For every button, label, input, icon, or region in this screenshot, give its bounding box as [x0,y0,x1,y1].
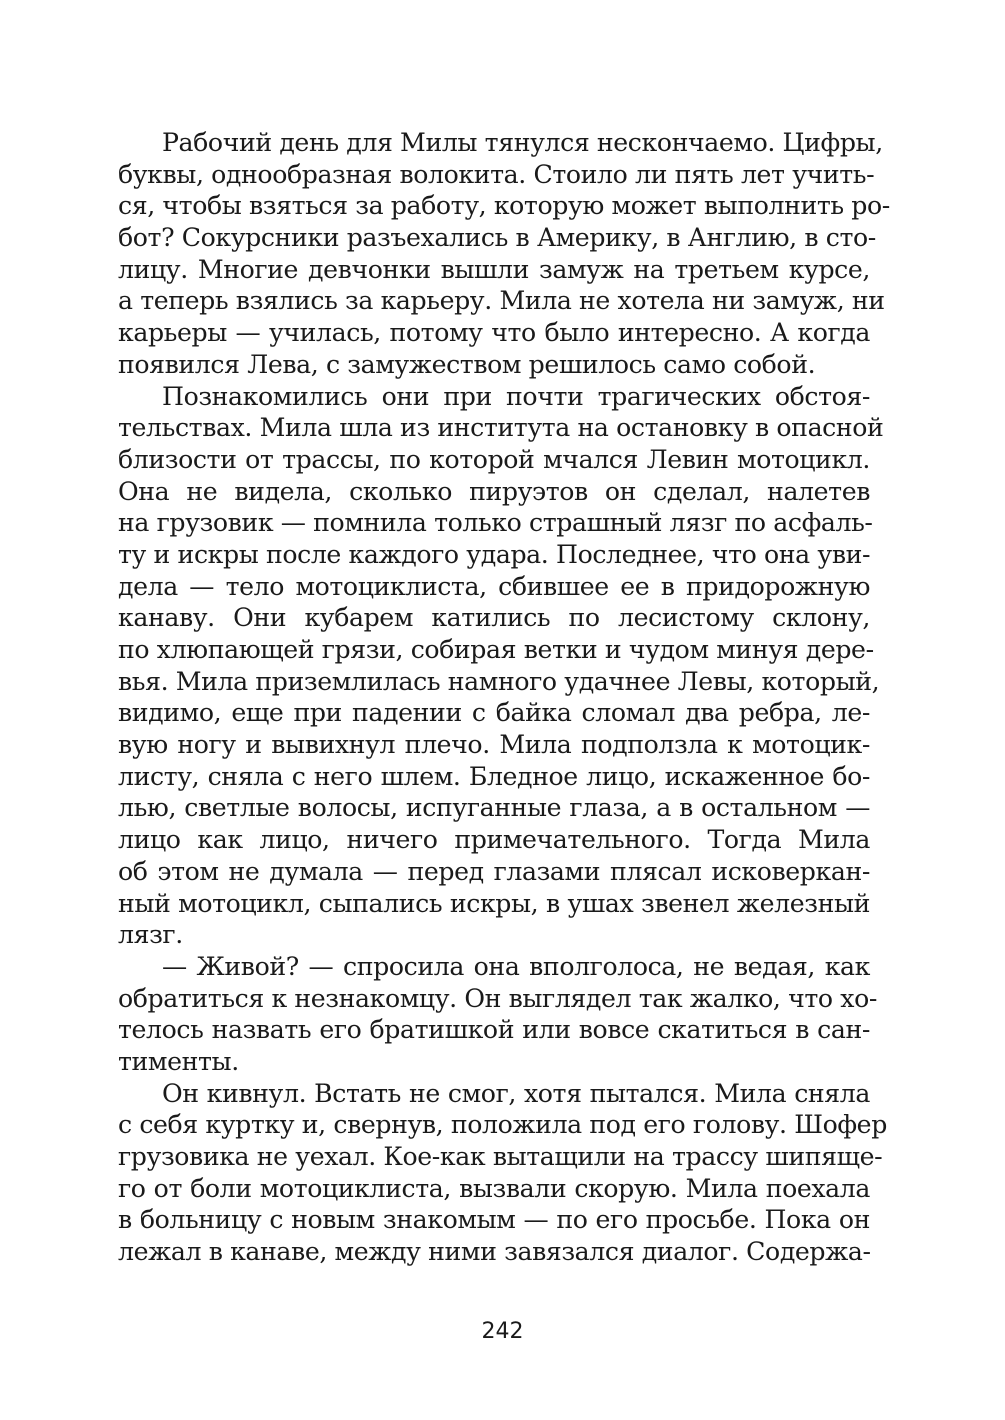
text-line: канаву. Они кубарем катились по лесистому склону, [118,603,870,633]
text-line: лязг. [118,920,183,950]
text-line: ту и искры после каждого удара. Последнее, что она уви- [118,539,871,569]
text-line: тименты. [118,1046,239,1076]
text-line: лицу. Многие девчонки вышли замуж на третьем курсе, [118,254,870,284]
text-line: обратиться к незнакомцу. Он выглядел так жалко, что хо- [118,983,877,1013]
text-line: видимо, еще при падении с байка сломал два ребра, ле- [118,698,870,728]
page-text [118,127,890,1268]
page-number: 242 [481,1319,524,1344]
text-line: появился Лева, с замужеством решилось само собой. [118,349,816,379]
text-line: бот? Сокурсники разъехались в Америку, в Англию, в сто- [118,223,876,253]
text-line: телось назвать его братишкой или вовсе скатиться в сан- [118,1015,870,1045]
text-line: ный мотоцикл, сыпались искры, в ушах звенел железный [118,888,870,918]
text-line: на грузовик — помнила только страшный лязг по асфаль- [118,508,873,538]
text-line: Он кивнул. Встать не смог, хотя пытался. Мила сняла [162,1078,870,1108]
text-line: го от боли мотоциклиста, вызвали скорую. Мила поехала [118,1173,870,1203]
text-line: ся, чтобы взяться за работу, которую может выполнить ро- [118,191,890,221]
text-line: вую ногу и вывихнул плечо. Мила подползла к мотоцик- [118,730,870,760]
text-line: в больницу с новым знакомым — по его просьбе. Пока он [118,1205,870,1235]
text-line: лицо как лицо, ничего примечательного. Тогда Мила [118,825,870,855]
text-line: а теперь взялись за карьеру. Мила не хотела ни замуж, ни [118,286,885,316]
text-line: Познакомились они при почти трагических обстоя- [162,381,870,411]
text-line: Рабочий день для Милы тянулся нескончаемо. Цифры, [162,128,883,157]
text-line: с себя куртку и, свернув, положила под его голову. Шофер [118,1110,887,1140]
text-line: — Живой? — спросила она вполголоса, не ведая, как [162,951,870,981]
text-line: листу, сняла с него шлем. Бледное лицо, искаженное бо- [118,761,870,791]
text-line: тельствах. Мила шла из института на остановку в опасной [118,413,884,443]
text-line: Она не видела, сколько пируэтов он сделал, налетев [118,476,870,506]
text-line: близости от трассы, по которой мчался Левин мотоцикл. [118,444,870,474]
text-line: лью, светлые волосы, испуганные глаза, а в остальном — [118,793,870,823]
text-line: дела — тело мотоциклиста, сбившее ее в придорожную [118,571,870,601]
text-line: вья. Мила приземлилась намного удачнее Левы, который, [118,666,880,696]
text-line: буквы, однообразная волокита. Стоило ли пять лет учить- [118,159,875,189]
text-line: по хлюпающей грязи, собирая ветки и чудом минуя дере- [118,635,874,664]
text-line: лежал в канаве, между ними завязался диалог. Содержа- [118,1237,871,1267]
text-line: об этом не думала — перед глазами плясал исковеркан- [118,856,870,886]
text-line: карьеры — училась, потому что было интересно. А когда [118,318,870,348]
text-line: грузовика не уехал. Кое-как вытащили на трассу шипяще- [118,1142,883,1171]
